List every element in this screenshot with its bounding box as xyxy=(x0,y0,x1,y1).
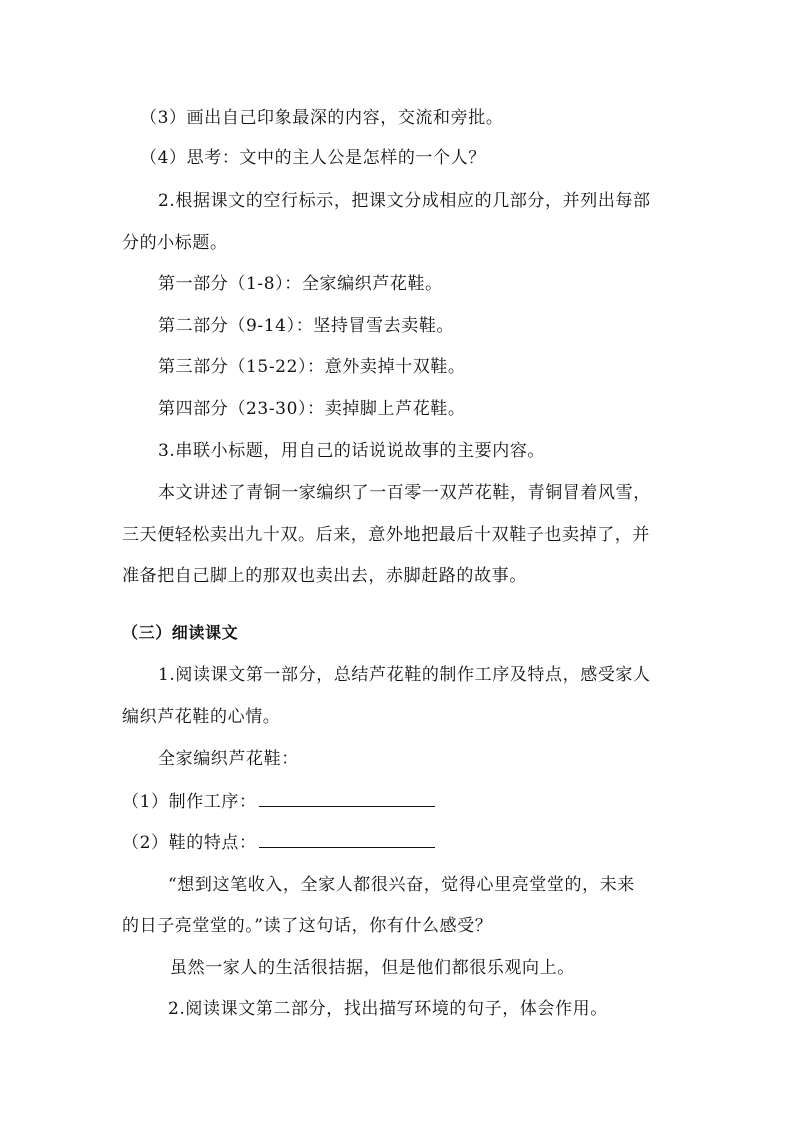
text-line: 第四部分（23-30）：卖掉脚上芦花鞋。 xyxy=(158,399,466,419)
text-line: 分的小标题。 xyxy=(122,233,228,253)
fill-in-label: （2）鞋的特点： xyxy=(122,833,257,853)
text-line: （4）思考：文中的主人公是怎样的一个人？ xyxy=(140,148,486,168)
text-line: 准备把自己脚上的那双也卖出去，赤脚赶路的故事。 xyxy=(122,566,527,586)
fill-in-line xyxy=(122,831,435,854)
text-line: 第一部分（1-8）：全家编织芦花鞋。 xyxy=(158,274,443,294)
text-line: 三天便轻松卖出九十双。后来，意外地把最后十双鞋子也卖掉了，并 xyxy=(122,525,650,545)
text-line: 全家编织芦花鞋： xyxy=(158,749,299,769)
section-heading: （三）细读课文 xyxy=(122,623,239,642)
text-line: 本文讲述了青铜一家编织了一百零一双芦花鞋，青铜冒着风雪， xyxy=(158,483,651,503)
fill-in-label: （1）制作工序： xyxy=(122,792,257,812)
text-line: 的日子亮堂堂的。”读了这句话，你有什么感受？ xyxy=(122,916,493,936)
text-line: （3）画出自己印象最深的内容，交流和旁批。 xyxy=(140,108,504,128)
text-line: 虽然一家人的生活很拮据，但是他们都很乐观向上。 xyxy=(170,958,575,978)
text-line: 3.串联小标题，用自己的话说说故事的主要内容。 xyxy=(158,441,546,461)
text-line: 2.根据课文的空行标示，把课文分成相应的几部分，并列出每部 xyxy=(158,191,651,211)
text-line: 第二部分（9-14）：坚持冒雪去卖鞋。 xyxy=(158,316,455,336)
text-line: 2.阅读课文第二部分，找出描写环境的句子，体会作用。 xyxy=(168,999,608,1019)
text-line: 编织芦花鞋的心情。 xyxy=(122,707,281,727)
answer-blank[interactable] xyxy=(259,790,435,807)
text-line: 1.阅读课文第一部分，总结芦花鞋的制作工序及特点，感受家人 xyxy=(158,665,651,685)
fill-in-line xyxy=(122,790,435,813)
answer-blank[interactable] xyxy=(259,831,435,848)
text-line: “想到这笔收入，全家人都很兴奋，觉得心里亮堂堂的，未来 xyxy=(168,875,635,895)
text-line: 第三部分（15-22）：意外卖掉十双鞋。 xyxy=(158,357,466,377)
